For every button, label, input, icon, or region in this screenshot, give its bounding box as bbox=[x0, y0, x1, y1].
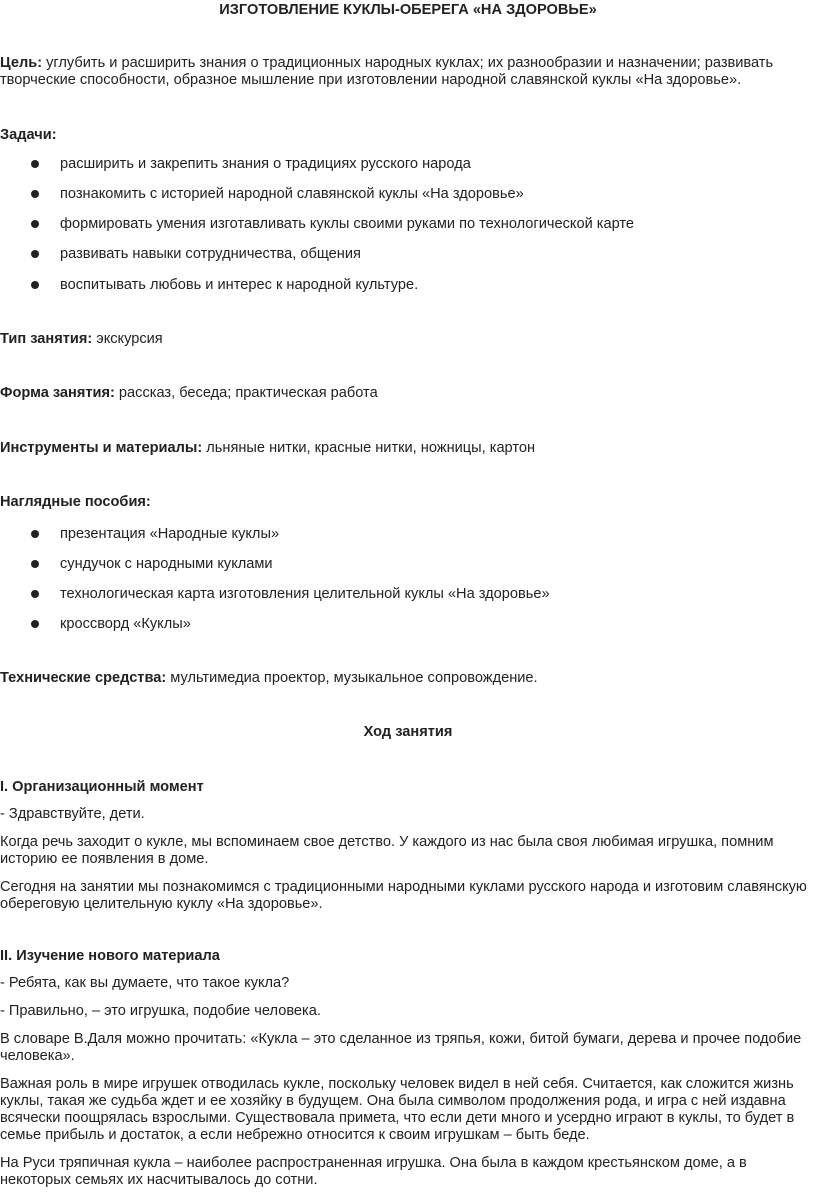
tasks-item: расширить и закрепить знания о традициях русского народа bbox=[60, 156, 471, 172]
document-title: ИЗГОТОВЛЕНИЕ КУКЛЫ-ОБЕРЕГА «НА ЗДОРОВЬЕ» bbox=[219, 2, 597, 18]
bullet-icon bbox=[31, 250, 39, 258]
lesson-type-paragraph bbox=[0, 331, 812, 348]
tasks-item: познакомить с историей народной славянской куклы «На здоровье» bbox=[60, 186, 524, 202]
section2-paragraph: На Руси тряпичная кукла – наиболее распространенная игрушка. Она была в каждом крестьянском доме, а в некоторых семьях их насчитывалось до сотни. bbox=[0, 1155, 747, 1188]
section1-paragraph: Когда речь заходит о кукле, мы вспоминаем свое детство. У каждого из нас была своя любимая игрушка, помним историю ее появления в доме. bbox=[0, 834, 774, 867]
goal-text: углубить и расширить знания о традиционных народных куклах; их разнообразии и назначении; развивать творческие способности, образное мышление при изготовлении народной славянской куклы «На здоровье». bbox=[0, 55, 774, 88]
lesson-type-text: экскурсия bbox=[92, 331, 163, 347]
section2-paragraph: В словаре В.Даля можно прочитать: «Кукла – это сделанное из тряпья, кожи, битой бумаги, дерева и прочее подобие человека». bbox=[0, 1031, 802, 1064]
lesson-type-label: Тип занятия: bbox=[0, 331, 93, 347]
goal-label: Цель: bbox=[0, 55, 43, 71]
visual-aids-item: кроссворд «Куклы» bbox=[60, 616, 191, 632]
tasks-item: формировать умения изготавливать куклы своими руками по технологической карте bbox=[60, 216, 635, 232]
lesson-form-text: рассказ, беседа; практическая работа bbox=[114, 385, 378, 401]
section2-heading: II. Изучение нового материала bbox=[0, 948, 220, 964]
tech-means-paragraph bbox=[0, 670, 812, 687]
bullet-icon bbox=[31, 160, 39, 168]
section2-paragraph: - Ребята, как вы думаете, что такое кукла? bbox=[0, 975, 290, 991]
tasks-heading: Задачи: bbox=[0, 127, 57, 143]
visual-aids-heading: Наглядные пособия: bbox=[0, 494, 151, 510]
bullet-icon bbox=[31, 190, 39, 198]
lesson-form-label: Форма занятия: bbox=[0, 385, 115, 401]
bullet-icon bbox=[31, 220, 39, 228]
section1-paragraph: Сегодня на занятии мы познакомимся с традиционными народными куклами русского народа и изготовим славянскую обереговую целительную куклу «На здоровье». bbox=[0, 879, 807, 912]
materials-paragraph bbox=[0, 440, 812, 457]
visual-aids-item: сундучок с народными куклами bbox=[60, 556, 273, 572]
materials-label: Инструменты и материалы: bbox=[0, 440, 203, 456]
section1-paragraph: - Здравствуйте, дети. bbox=[0, 806, 145, 822]
section1-heading: I. Организационный момент bbox=[0, 779, 204, 795]
tech-means-label: Технические средства: bbox=[0, 670, 167, 686]
tasks-item: воспитывать любовь и интерес к народной культуре. bbox=[60, 277, 419, 293]
tech-means-text: мультимедиа проектор, музыкальное сопровождение. bbox=[166, 670, 538, 686]
goal-paragraph bbox=[0, 55, 812, 89]
visual-aids-item: презентация «Народные куклы» bbox=[60, 526, 280, 542]
materials-text: льняные нитки, красные нитки, ножницы, картон bbox=[202, 440, 536, 456]
lesson-form-paragraph bbox=[0, 385, 812, 402]
bullet-icon bbox=[31, 560, 39, 568]
section2-paragraph: Важная роль в мире игрушек отводилась кукле, поскольку человек видел в ней себя. Считается, как сложится жизнь куклы, такая же судьба ждет и ее хозяйку в будущем. Она была символом продолжения рода, и игра с ней издавна всячески поощрялась взрослыми. Существовала примета, что если дети много и усердно играют в куклы, то будет в семье прибыль и достаток, а если небрежно относится к своим игрушкам – быть беде. bbox=[0, 1076, 795, 1143]
bullet-icon bbox=[31, 530, 39, 538]
bullet-icon bbox=[31, 590, 39, 598]
section2-paragraph: - Правильно, – это игрушка, подобие человека. bbox=[0, 1003, 321, 1019]
lesson-heading: Ход занятия bbox=[363, 724, 453, 740]
tasks-item: развивать навыки сотрудничества, общения bbox=[60, 246, 361, 262]
bullet-icon bbox=[31, 620, 39, 628]
visual-aids-item: технологическая карта изготовления целительной куклы «На здоровье» bbox=[60, 586, 550, 602]
bullet-icon bbox=[31, 281, 39, 289]
